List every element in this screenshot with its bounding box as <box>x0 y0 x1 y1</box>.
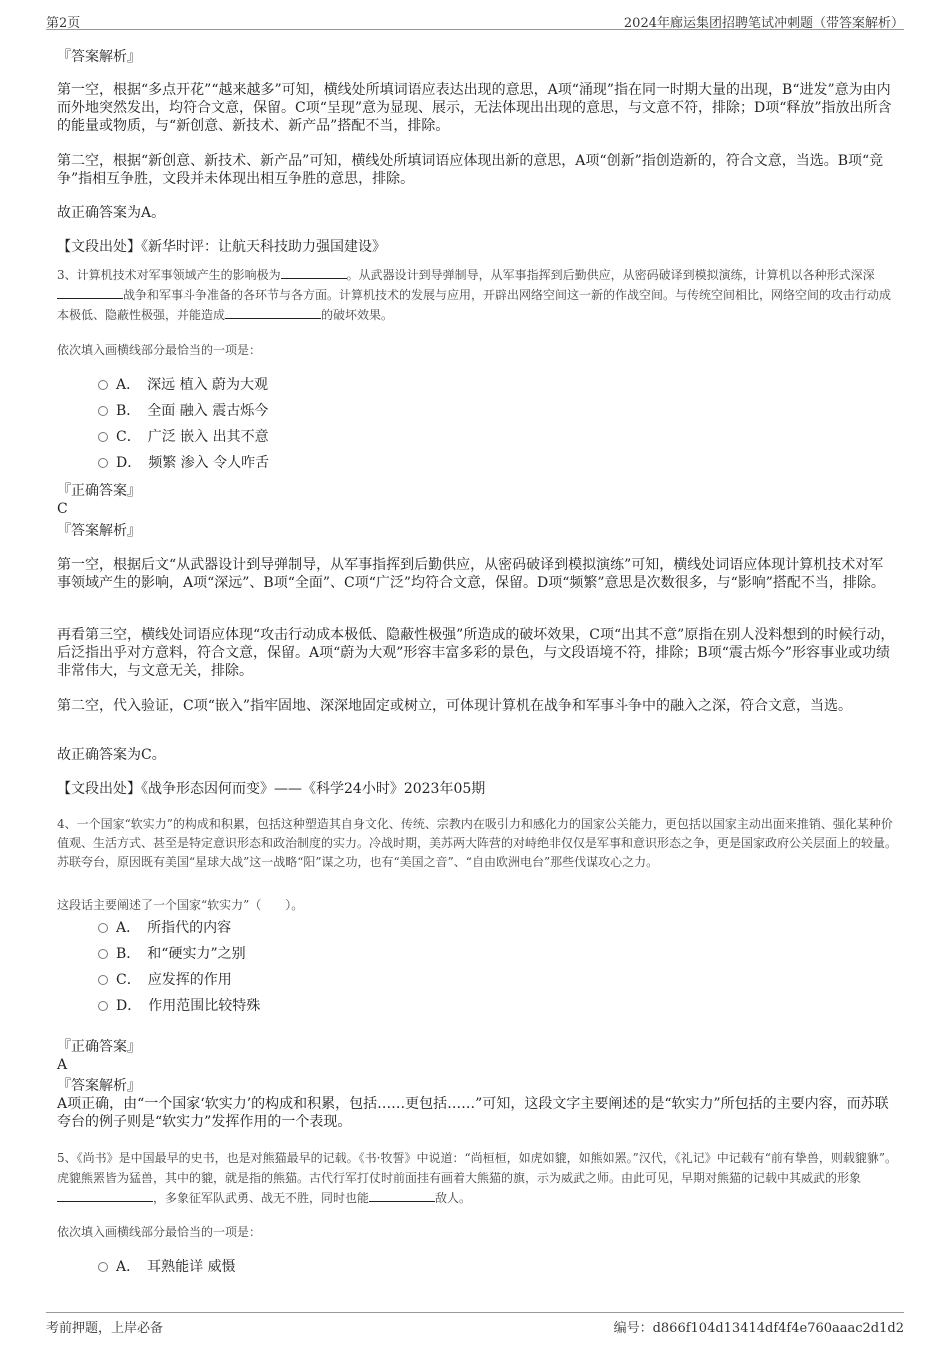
q3-analysis-p1: 第一空，根据后文“从武器设计到导弹制导，从军事指挥到后勤供应，从密码破译到模拟演练”可知，横线处词语应体现计算机技术对军事领域产生的影响，A项“深远”、B项“全面”、C项“广泛”均符合文意，保留。D项“频繁”意思是次数很多，与“影响”搭配不当，排除。 <box>57 557 885 591</box>
blank-2 <box>369 1190 435 1202</box>
document-id: 编号：d866f104d13414df4f4e760aaac2d1d2 <box>613 1321 904 1336</box>
q3-analysis-label: 『答案解析』 <box>57 523 141 539</box>
q2-analysis-p2: 第二空，根据“新创意、新技术、新产品”可知，横线处所填词语应体现出新的意思，A项“创新”指创造新的，符合文意，当选。B项“竞争”指相互争胜，文段并未体现出相互争胜的意思，排除。 <box>57 153 884 187</box>
q5-text: 5、《尚书》是中国最早的史书，也是对熊猫最早的记载。《书·牧誓》中说道：“尚桓桓，如虎如貔，如熊如罴。”汉代，《礼记》中记载有“前有挚兽，则载貔貅”。虎貔熊罴皆为猛兽，其中的貔，就是指的熊猫。古代行军打仗时前面挂有画着大熊猫的旗，示为威武之师。由此可见，早期对熊猫的记载中其威武的形象，多象征军队武勇、战无不胜，同时也能 敌人。 <box>57 1151 897 1205</box>
q3-text: 3、计算机技术对军事领域产生的影响极为 。从武器设计到导弹制导，从军事指挥到后勤供应，从密码破译到模拟演练，计算机以各种形式深深战争和军事斗争准备的各环节与各方面。计算机技术的发展与应用，开辟出网络空间这一新的作战空间。与传统空间相比，网络空间的攻击行动成本极低、隐蔽性极强，并能造成 的破坏效果。 <box>57 268 892 322</box>
q2-analysis-label: 『答案解析』 <box>57 49 141 65</box>
q3-option-a[interactable]: A． 深远 植入 蔚为大观 <box>98 375 268 395</box>
radio-icon[interactable] <box>98 380 108 390</box>
q3-option-d[interactable]: D． 频繁 渗入 令人咋舌 <box>98 453 269 473</box>
document-title: 2024年廊运集团招聘笔试冲刺题（带答案解析） <box>623 16 904 31</box>
q4-option-c[interactable]: C． 应发挥的作用 <box>98 970 232 990</box>
q3-source: 【文段出处】《战争形态因何而变》——《科学24小时》2023年05期 <box>57 781 486 797</box>
blank-2 <box>57 287 123 299</box>
q2-analysis-p1: 第一空，根据“多点开花”“越来越多”可知，横线处所填词语应表达出现的意思，A项“涌现”指在同一时期大量的出现，B“进发”意为由内而外地突然发出，均符合文意，保留。C项“呈现”意为显现、展示，无法体现出出现的意思，与文意不符，排除；D项“释放”指放出所含的能量或物质，与“新创意、新技术、新产品”搭配不当，排除。 <box>57 82 892 134</box>
radio-icon[interactable] <box>98 949 108 959</box>
radio-icon[interactable] <box>98 406 108 416</box>
q4-text: 4、一个国家“软实力”的构成和积累，包括这种塑造其自身文化、传统、宗教内在吸引力和感化力的国家公关能力，更包括以国家主动出面来推销、强化某种价值观、生活方式、甚至是特定意识形态和政治制度的实力。冷战时期，美苏两大阵营的对峙绝非仅仅是军事和意识形态之争，更是国家政府公关层面上的较量。苏联夸台，原因既有美国“星球大战”这一战略“阳”谋之功，也有“美国之音”、“自由欧洲电台”那些伐谋攻心之力。 <box>57 817 898 869</box>
page-number: 第2页 <box>46 16 81 31</box>
blank-3 <box>225 307 321 319</box>
q3-correct-label: 『正确答案』 <box>57 483 141 499</box>
radio-icon[interactable] <box>98 923 108 933</box>
q5-prompt: 依次填入画横线部分最恰当的一项是： <box>57 1225 262 1239</box>
q4-correct-label: 『正确答案』 <box>57 1039 141 1055</box>
q4-option-b[interactable]: B． 和“硬实力”之别 <box>98 944 246 964</box>
q3-analysis-p3: 第二空，代入验证，C项“嵌入”指牢固地、深深地固定或树立，可体现计算机在战争和军事斗争中的融入之深，符合文意，当选。 <box>57 698 853 714</box>
radio-icon[interactable] <box>98 458 108 468</box>
q3-option-b[interactable]: B． 全面 融入 震古烁今 <box>98 401 268 421</box>
radio-icon[interactable] <box>98 1262 108 1272</box>
radio-icon[interactable] <box>98 1001 108 1011</box>
blank-1 <box>281 267 347 279</box>
q2-analysis-p3: 故正确答案为A。 <box>57 205 166 221</box>
q3-analysis-p4: 故正确答案为C。 <box>57 747 166 763</box>
footer-slogan: 考前押题，上岸必备 <box>46 1321 164 1336</box>
q2-source: 【文段出处】《新华时评：让航天科技助力强国建设》 <box>57 239 386 255</box>
q4-analysis-p1: A项正确，由“一个国家‘软实力’的构成和积累，包括……更包括……”可知，这段文字主要阐述的是“软实力”所包括的主要内容，而苏联夸台的例子则是“软实力”发挥作用的一个表现。 <box>57 1096 889 1130</box>
q3-analysis-p2: 再看第三空，横线处词语应体现“攻击行动成本极低、隐蔽性极强”所造成的破坏效果，C项“出其不意”原指在别人没料想到的时候行动，后泛指出乎对方意料，符合文意，保留。A项“蔚为大观”形容丰富多彩的景色，与文段语境不符，排除；B项“震古烁今”形容事业或功绩非常伟大，与文意无关，排除。 <box>57 627 895 679</box>
page-footer <box>46 1312 904 1336</box>
blank-1 <box>57 1190 153 1202</box>
radio-icon[interactable] <box>98 432 108 442</box>
q4-prompt: 这段话主要阐述了一个国家“软实力”（ ）。 <box>57 898 304 912</box>
radio-icon[interactable] <box>98 975 108 985</box>
q4-analysis-label: 『答案解析』 <box>57 1078 141 1094</box>
page-header <box>46 8 904 30</box>
q3-prompt: 依次填入画横线部分最恰当的一项是： <box>57 343 262 357</box>
q4-correct-answer: A <box>57 1057 68 1073</box>
q3-correct-answer: C <box>57 501 68 517</box>
q4-option-a[interactable]: A． 所指代的内容 <box>98 918 231 938</box>
q5-option-a[interactable]: A． 耳熟能详 威慑 <box>98 1257 236 1277</box>
q4-option-d[interactable]: D． 作用范围比较特殊 <box>98 996 260 1016</box>
q3-option-c[interactable]: C． 广泛 嵌入 出其不意 <box>98 427 269 447</box>
